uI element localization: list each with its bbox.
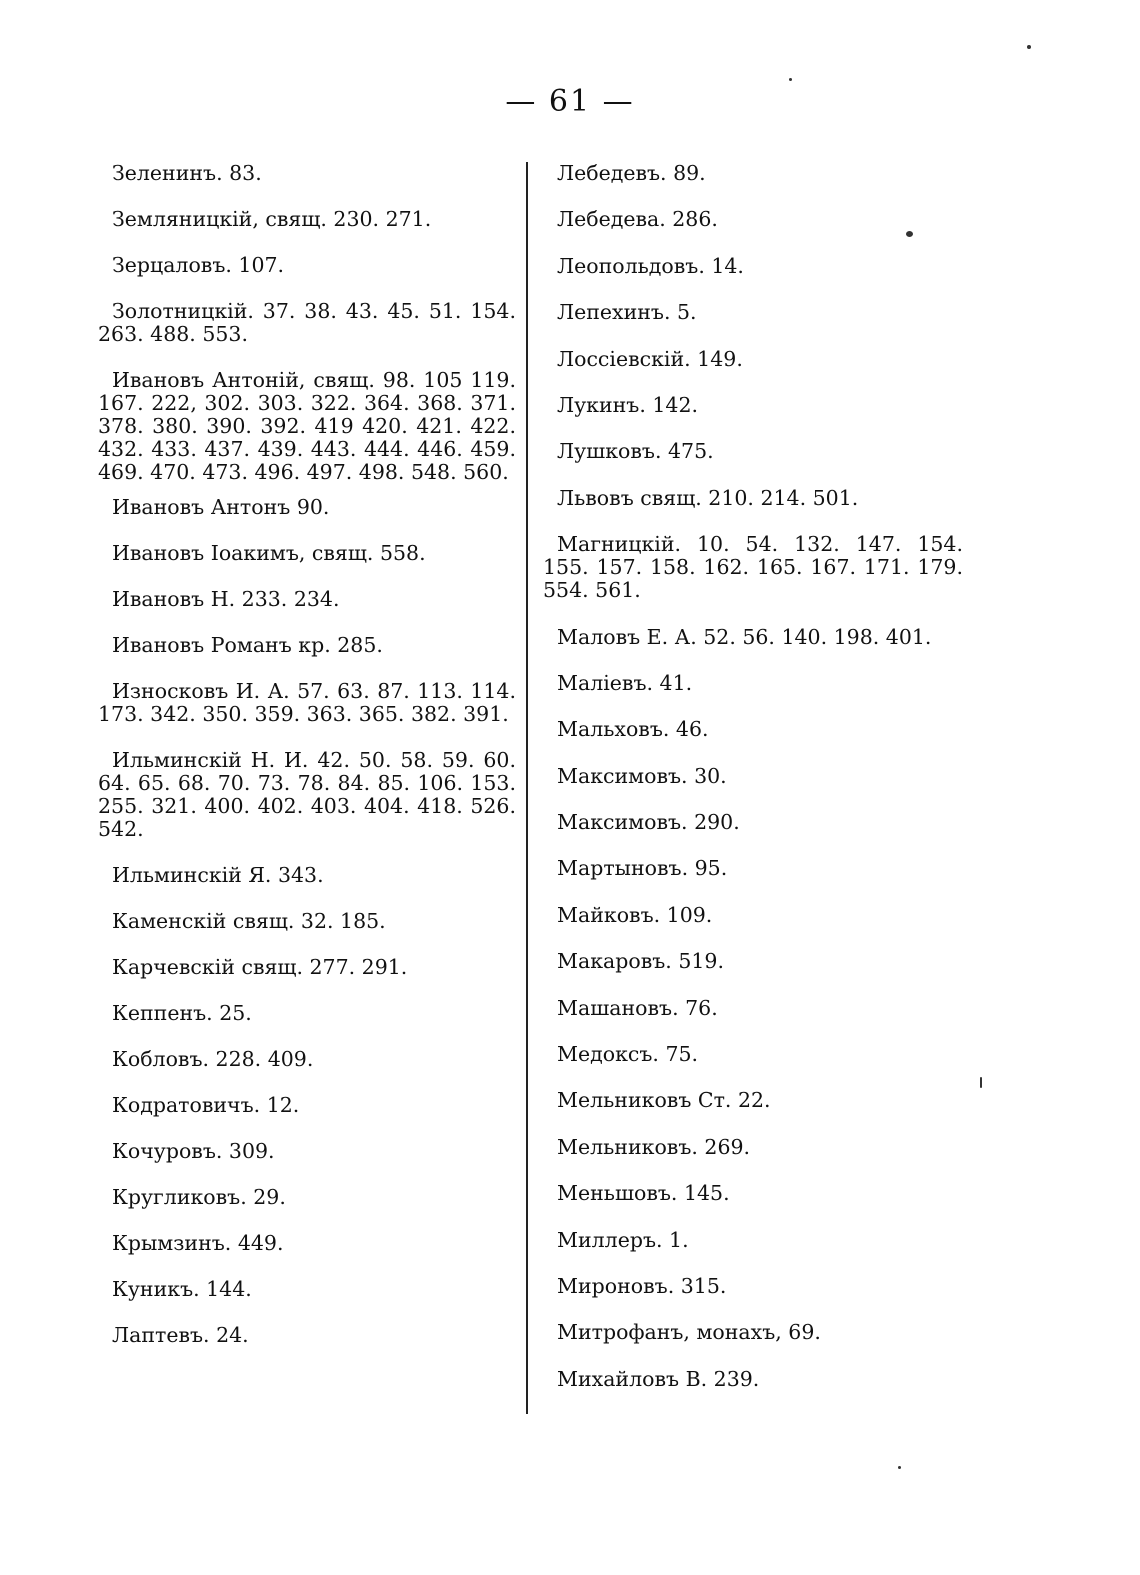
index-entry: Мельниковъ Ст. 22. [557, 1088, 771, 1113]
scan-speck [789, 78, 792, 81]
index-entry: Митрофанъ, монахъ, 69. [557, 1320, 821, 1345]
index-entry: Кобловъ. 228. 409. [112, 1047, 314, 1071]
index-entry: Земляницкій, свящ. 230. 271. [112, 207, 432, 231]
index-column-right [543, 162, 963, 1414]
index-entry: Меньшовъ. 145. [557, 1181, 730, 1206]
index-entry: Маловъ Е. А. 52. 56. 140. 198. 401. [557, 624, 932, 649]
index-entry: Львовъ свящ. 210. 214. 501. [557, 485, 859, 510]
index-entry: Лепехинъ. 5. [557, 300, 697, 325]
index-entry: Ивановъ Антоній, свящ. 98. 105 119. 167. 222, 302. 303. 322. 364. 368. 371. 378. 380. 390. 392. 419 420. 421. 422. 432. 433. 437. 439. 443. 444. 446. 459. 469. 470. 473. 496. 497. 498. 548. 560. [98, 368, 516, 484]
index-entry: Ивановъ Антонъ 90. [112, 495, 330, 519]
index-entry: Кругликовъ. 29. [112, 1185, 286, 1209]
index-entry: Износковъ И. А. 57. 63. 87. 113. 114. 173. 342. 350. 359. 363. 365. 382. 391. [98, 679, 516, 726]
index-entry: Михайловъ В. 239. [557, 1366, 760, 1391]
index-entry: Лоссіевскій. 149. [557, 346, 743, 371]
index-entry: Лушковъ. 475. [557, 439, 714, 464]
index-column-left [98, 162, 516, 1370]
column-divider [526, 162, 528, 1414]
index-entry: Максимовъ. 30. [557, 763, 727, 788]
index-entry: Зеленинъ. 83. [112, 161, 262, 185]
index-entry: Мельниковъ. 269. [557, 1134, 751, 1159]
index-entry: Машановъ. 76. [557, 995, 718, 1020]
index-entry: Каменскій свящ. 32. 185. [112, 909, 386, 933]
scan-speck [906, 231, 913, 237]
index-entry: Майковъ. 109. [557, 902, 713, 927]
index-entry: Мальховъ. 46. [557, 717, 709, 742]
index-entry: Ивановъ Іоакимъ, свящ. 558. [112, 541, 426, 565]
index-entry: Куникъ. 144. [112, 1277, 252, 1301]
page-number: — 61 — [505, 84, 635, 119]
index-entry: Ивановъ Романъ кр. 285. [112, 633, 383, 657]
index-entry: Кочуровъ. 309. [112, 1139, 275, 1163]
index-entry: Мироновъ. 315. [557, 1273, 727, 1298]
index-entry: Мартыновъ. 95. [557, 856, 728, 881]
index-entry: Ивановъ Н. 233. 234. [112, 587, 340, 611]
index-entry: Ильминскій Я. 343. [112, 863, 324, 887]
scan-speck [1027, 45, 1031, 49]
index-entry: Крымзинъ. 449. [112, 1231, 284, 1255]
index-entry: Лукинъ. 142. [557, 392, 699, 417]
index-entry: Магницкій. 10. 54. 132. 147. 154. 155. 157. 158. 162. 165. 167. 171. 179. 554. 561. [543, 532, 963, 603]
scan-speck [898, 1466, 901, 1469]
index-entry: Макаровъ. 519. [557, 949, 724, 974]
index-entry: Золотницкій. 37. 38. 43. 45. 51. 154. 263. 488. 553. [98, 299, 516, 346]
index-entry: Ильминскій Н. И. 42. 50. 58. 59. 60. 64. 65. 68. 70. 73. 78. 84. 85. 106. 153. 255. 321. 400. 402. 403. 404. 418. 526. 542. [98, 748, 516, 841]
index-entry: Максимовъ. 290. [557, 810, 740, 835]
index-entry: Миллеръ. 1. [557, 1227, 689, 1252]
index-entry: Лебедева. 286. [557, 207, 718, 232]
index-entry: Маліевъ. 41. [557, 670, 693, 695]
index-entry: Карчевскій свящ. 277. 291. [112, 955, 408, 979]
index-entry: Зерцаловъ. 107. [112, 253, 285, 277]
index-entry: Лаптевъ. 24. [112, 1323, 249, 1347]
index-entry: Кеппенъ. 25. [112, 1001, 252, 1025]
index-entry: Лебедевъ. 89. [557, 161, 706, 185]
index-entry: Медоксъ. 75. [557, 1042, 699, 1067]
index-entry: Леопольдовъ. 14. [557, 253, 744, 278]
scan-speck [980, 1077, 982, 1088]
index-entry: Кодратовичъ. 12. [112, 1093, 300, 1117]
